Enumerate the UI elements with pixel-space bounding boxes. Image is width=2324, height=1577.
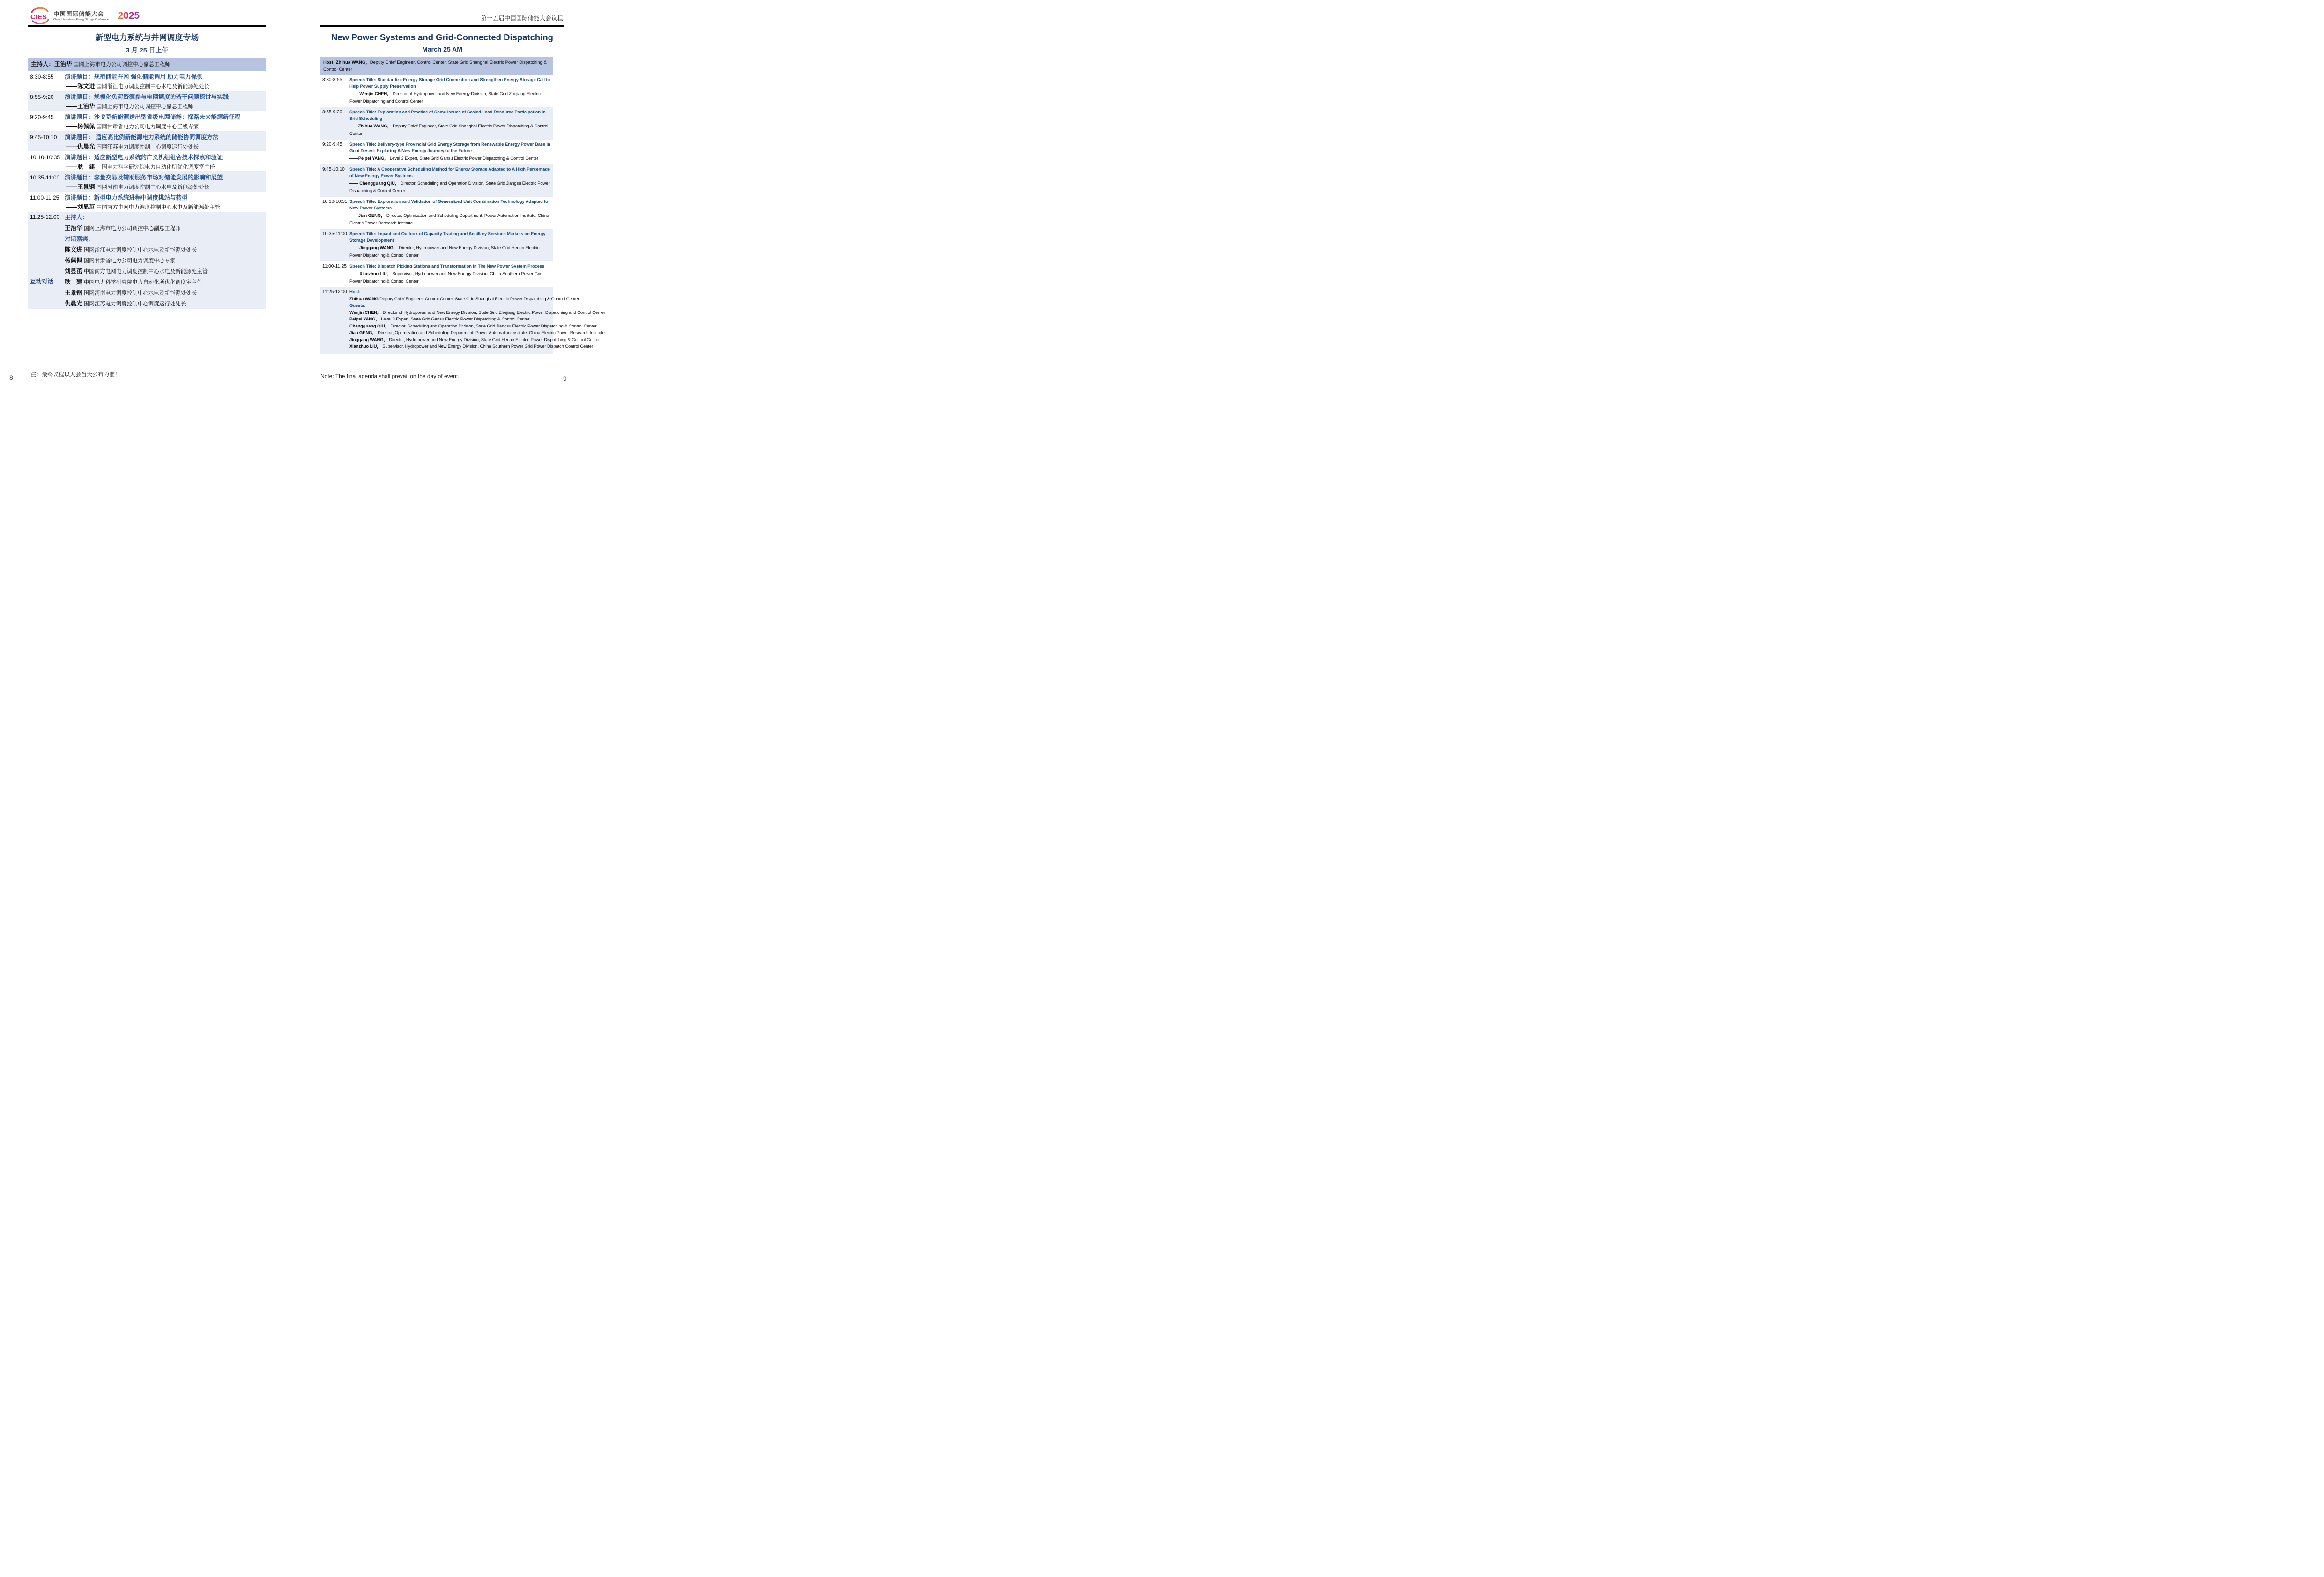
logo-title-en: China International Energy Storage Conference: [53, 18, 109, 21]
panel-heading: Host:: [349, 290, 361, 295]
panel-line-content: [65, 233, 266, 244]
panel-person-name: Peipei YANG，: [349, 317, 380, 322]
speaker-line: [65, 102, 263, 111]
panel-line: [28, 287, 266, 298]
speaker-affiliation: 国网甘肃省电力公司电力调度中心三级专家: [95, 124, 199, 130]
session-time: 8:55-9:20: [30, 94, 54, 100]
speaker-line: [349, 244, 551, 259]
session-content: [349, 229, 553, 261]
speech-title: 演讲题目：适应新型电力系统的广义机组组合技术探索和验证: [65, 154, 223, 161]
speech-title: 演讲题目： 适应高比例新能源电力系统的储能协同调度方法: [65, 134, 219, 141]
speaker-affiliation: 国网江苏电力调度控制中心调度运行处处长: [95, 144, 199, 150]
speaker-name: ——陈文进: [66, 83, 95, 89]
session-row: [28, 151, 266, 171]
speaker-line: [349, 155, 551, 162]
session-content: [65, 151, 266, 171]
session-content: [65, 71, 266, 91]
speaker-line: [349, 270, 551, 285]
panel-line: [28, 298, 266, 309]
right-page-header: [320, 0, 564, 27]
panel-person: [349, 330, 605, 337]
panel-person-affiliation: Deputy Chief Engineer, Control Center, State Grid Shanghai Electric Power Dispatching & Control Center: [379, 296, 579, 302]
session-content: [349, 197, 553, 229]
speaker-affiliation: 国网上海市电力公司调控中心副总工程师: [95, 104, 193, 110]
agenda-table-zh: [28, 58, 266, 309]
panel-line: [28, 276, 266, 287]
page-left-chinese: [28, 0, 266, 309]
speaker-name: ——Peipei YANG，: [349, 156, 389, 161]
session-time: 11:00-11:25: [322, 264, 347, 269]
panel-heading: 主持人：: [65, 214, 89, 221]
session-date-en: March 25 AM: [422, 45, 462, 53]
speaker-line: [65, 142, 263, 151]
session-content: [65, 111, 266, 131]
speaker-affiliation: Director, Optimization and Scheduling Department, Power Automation Institute, China Electric Power Research Institute: [349, 213, 549, 226]
speech-title: 演讲题目：新型电力系统进程中调度挑站与转型: [65, 194, 188, 201]
panel-person-name: Jinggang WANG，: [349, 337, 388, 342]
panel-time-spacer: [28, 298, 65, 309]
cies-logo-mark: [29, 7, 51, 24]
panel-heading: Guests:: [349, 303, 366, 308]
logo-year: 2025: [118, 10, 140, 21]
panel-line: [28, 212, 266, 223]
left-page-header: [28, 0, 266, 27]
panel-person-affiliation: 国网江苏电力调度控制中心调度运行处处长: [82, 301, 186, 307]
session-time: 9:20-9:45: [322, 142, 342, 147]
speaker-line: [349, 179, 551, 194]
panel-person-affiliation: 国网浙江电力调度控制中心水电及新能源处处长: [82, 247, 197, 253]
session-row: [28, 192, 266, 212]
panel-person-affiliation: 国网河南电力调度控制中心水电及新能源处处长: [82, 290, 197, 296]
panel-line-content: [65, 276, 266, 287]
host-name-en: Host: Zhihua WANG，: [323, 60, 370, 65]
panel-row: [320, 287, 605, 354]
speaker-name: —— Wenjin CHEN，: [349, 91, 392, 97]
panel-person-name: 王景钢: [65, 290, 82, 296]
cies-logo: [29, 7, 140, 24]
panel-person-name: Chengguang QIU，: [349, 323, 389, 329]
host-row-en: [320, 57, 553, 75]
panel-person-name: 杨佩佩: [65, 257, 82, 264]
panel-line-content: [65, 266, 266, 276]
panel-line: [28, 255, 266, 266]
speech-title: Speech Title: Dispatch Picking Stations and Transformation in The New Power System Process: [349, 264, 545, 269]
panel-time: 11:25-12:00: [30, 214, 60, 220]
speech-title: Speech Title: Delivery-type Provincial Grid Energy Storage from Renewable Energy Power Base in Gobi Desert: Exploring A New Energy Journey to the Future: [349, 142, 550, 154]
session-content: [65, 91, 266, 111]
panel-line: [28, 233, 266, 244]
panel-person-name: Jian GENG，: [349, 330, 377, 335]
panel-line-content: [65, 223, 266, 233]
host-name-zh: 主持人：王治华: [31, 61, 72, 67]
page-right-english: [320, 0, 605, 354]
speaker-name: ——Jian GENG，: [349, 213, 386, 218]
speaker-name: —— Chengguang QIU，: [349, 181, 400, 186]
host-affiliation-en: Deputy Chief Engineer, Control Center, State Grid Shanghai Electric Power Dispatching & Control Center: [323, 60, 547, 72]
speaker-affiliation: Deputy Chief Engineer, State Grid Shanghai Electric Power Dispatching & Control Center: [349, 124, 549, 136]
panel-content: [349, 287, 607, 354]
panel-person-affiliation: 中国电力科学研究院电力自动化所优化调度室主任: [82, 280, 202, 285]
speech-title: 演讲题目：容量交易及辅助服务市场对储能发展的影响和展望: [65, 174, 223, 181]
session-row: [28, 91, 266, 111]
speech-title: Speech Title: Standardize Energy Storage Grid Connection and Strengthen Energy Storage Call to Help Power Supply Preservation: [349, 77, 550, 89]
panel-person-affiliation: Director of Hydropower and New Energy Division, State Grid Zhejiang Electric Power Dispatching and Control Center: [381, 310, 605, 315]
speaker-line: [65, 182, 263, 192]
panel-discussion-en: [320, 287, 605, 354]
page-number-right: 9: [563, 375, 567, 382]
panel-discussion-zh: [28, 212, 266, 309]
host-affiliation-zh: 国网上海市电力公司调控中心副总工程师: [72, 62, 171, 67]
panel-line: [28, 244, 266, 255]
panel-line-content: [65, 287, 266, 298]
speaker-name: ——仇晨光: [66, 143, 95, 150]
speaker-affiliation: Level 3 Expert, State Grid Gansu Electric Power Dispatching & Control Center: [388, 156, 538, 161]
panel-line-content: [65, 244, 266, 255]
session-row: [320, 197, 553, 229]
speaker-name: ——刘显茁: [66, 204, 95, 210]
panel-person: [349, 323, 605, 330]
panel-person-affiliation: 中国南方电网电力调度控制中心水电及新能源处主管: [82, 269, 208, 275]
panel-person-name: 仇晨光: [65, 300, 82, 307]
session-time: 8:30-8:55: [30, 74, 54, 80]
panel-line: [28, 266, 266, 276]
panel-time-spacer: [28, 244, 65, 255]
speech-title: 演讲题目：规模化负荷资源参与电网调度的若干问题探讨与实践: [65, 94, 229, 100]
speech-title: Speech Title: Exploration and Validation of Generalized Unit Combination Technology Adapted to New Power Systems: [349, 199, 548, 211]
session-rows-zh: [28, 71, 266, 212]
session-content: [349, 261, 553, 287]
panel-person: [349, 337, 605, 344]
panel-person-affiliation: 国网上海市电力公司调控中心副总工程师: [82, 226, 181, 231]
session-time: 11:00-11:25: [30, 194, 59, 201]
speaker-affiliation: Director, Scheduling and Operation Division, State Grid Jiangsu Electric Power Dispatching & Control Center: [349, 181, 550, 193]
speaker-line: [65, 82, 263, 91]
panel-time-spacer: [28, 233, 65, 244]
session-time: 10:35-11:00: [322, 231, 347, 237]
host-row-zh: [28, 58, 266, 71]
speaker-affiliation: Director, Hydropower and New Energy Division, State Grid Henan Electric Power Dispatching & Control Center: [349, 245, 540, 258]
speech-title: Speech Title: Impact and Outlook of Capacity Trading and Ancillary Services Markets on Energy Storage Development: [349, 231, 546, 243]
session-content: [65, 192, 266, 212]
session-row: [28, 71, 266, 91]
speaker-line: [65, 162, 263, 171]
session-title-zh: 新型电力系统与并网调度专场: [95, 33, 199, 42]
speaker-name: ——王治华: [66, 103, 95, 110]
panel-person-name: 陈文进: [65, 246, 82, 253]
speaker-affiliation: Director of Hydropower and New Energy Division, State Grid Zhejiang Electric Power Dispatching and Control Center: [349, 91, 541, 104]
speaker-affiliation: Supervisor, Hydropower and New Energy Division, China Southern Power Grid Power Dispatching & Control Center: [349, 271, 543, 284]
speaker-line: [349, 212, 551, 227]
panel-line-content: [65, 255, 266, 266]
speaker-name: ——Zhihua WANG，: [349, 124, 392, 129]
speaker-line: [65, 202, 263, 212]
speech-title: 演讲题目：规范储能并网 强化储能调用 助力电力保供: [65, 74, 203, 80]
panel-time-spacer: [28, 287, 65, 298]
logo-divider: [113, 10, 114, 22]
header-rule-right: [320, 25, 564, 27]
session-row: [320, 75, 553, 107]
page-number-left: 8: [9, 374, 13, 381]
panel-person-affiliation: Director, Hydropower and New Energy Division, State Grid Henan Electric Power Dispatching & Control Center: [387, 337, 600, 342]
panel-person: [349, 296, 605, 303]
speaker-name: ——耿 建: [66, 164, 95, 170]
session-content: [65, 131, 266, 151]
session-time: 8:30-8:55: [322, 77, 342, 82]
panel-person-name: 王治华: [65, 225, 82, 231]
panel-line-content: [65, 212, 266, 223]
panel-person: [349, 316, 605, 323]
panel-person-affiliation: Supervisor, Hydropower and New Energy Division, China Southern Power Grid Power Dispatch Control Center: [381, 344, 593, 349]
session-date-zh: 3 月 25 日上午: [126, 46, 169, 54]
session-content: [349, 75, 553, 107]
session-content: [65, 171, 266, 192]
session-time: 9:20-9:45: [30, 114, 54, 120]
session-row: [320, 261, 553, 287]
panel-person-affiliation: Director, Scheduling and Operation Division, State Grid Jiangsu Electric Power Dispatching & Control Center: [389, 323, 597, 329]
session-time: 10:10-10:35: [322, 199, 348, 204]
speaker-affiliation: 中国南方电网电力调度控制中心水电及新能源处主管: [95, 205, 221, 210]
panel-time-spacer: [28, 266, 65, 276]
panel-time-spacer: [28, 223, 65, 233]
session-row: [28, 111, 266, 131]
session-time: 10:10-10:35: [30, 154, 60, 161]
panel-time: 11:25-12:00: [322, 290, 347, 295]
panel-line-content: [65, 298, 266, 309]
speaker-line: [349, 90, 551, 105]
session-time: 10:35-11:00: [30, 174, 60, 181]
panel-person-name: 刘显茁: [65, 268, 82, 275]
speaker-affiliation: 国网浙江电力调度控制中心水电及新能源处处长: [95, 84, 210, 89]
session-row: [320, 164, 553, 197]
panel-person: [349, 310, 605, 317]
session-row: [320, 107, 553, 140]
speech-title: Speech Title: A Cooperative Scheduling Method for Energy Storage Adapted to A High Percentage of New Energy Power Systems: [349, 167, 550, 179]
panel-heading: 对话嘉宾：: [65, 236, 94, 242]
footnote-en: Note: The final agenda shall prevail on the day of event.: [320, 373, 460, 379]
session-content: [349, 107, 553, 140]
panel-person-affiliation: Director, Optimization and Scheduling Department, Power Automation Institute, China Electric Power Research Institute: [376, 330, 605, 335]
speech-title: 演讲题目：沙戈荒新能源送出型省级电网储能：探路未来能源新征程: [65, 114, 241, 120]
panel-person-affiliation: Level 3 Expert, State Grid Gansu Electric Power Dispatching & Control Center: [379, 317, 530, 322]
session-row: [28, 131, 266, 151]
speaker-affiliation: 国网河南电力调度控制中心水电及新能源处处长: [95, 185, 210, 190]
interaction-label: 互动对话: [30, 278, 54, 285]
footnote-zh: 注：最终议程以大会当天公布为准！: [30, 371, 121, 378]
panel-person-affiliation: 国网甘肃省电力公司电力调度中心专家: [82, 258, 176, 264]
speaker-name: —— Jinggang WANG，: [349, 245, 398, 251]
session-time: 8:55-9:20: [322, 110, 342, 115]
agenda-header-label: 第十五届中国国际储能大会议程: [481, 15, 563, 22]
agenda-table-en: [320, 57, 605, 354]
session-content: [349, 140, 553, 164]
speaker-name: ——杨佩佩: [66, 123, 95, 130]
panel-person: [349, 343, 605, 350]
session-time: 9:45-10:10: [322, 167, 345, 172]
session-row: [320, 229, 553, 261]
session-time: 9:45-10:10: [30, 134, 57, 141]
panel-person-name: 耿 建: [65, 279, 82, 285]
session-row: [28, 171, 266, 192]
session-content: [349, 164, 553, 197]
speaker-name: —— Xianzhuo LIU，: [349, 271, 391, 276]
panel-person-name: Xianzhuo LIU，: [349, 344, 381, 349]
panel-person-name: Zhihua WANG,: [349, 296, 380, 302]
panel-person-name: Wenjin CHEN，: [349, 310, 382, 315]
cies-logo-text: CIES: [30, 13, 47, 21]
session-row: [320, 140, 553, 164]
speaker-line: [65, 122, 263, 131]
logo-text-block: [53, 11, 109, 21]
speech-title: Speech Title: Exploration and Practice of Some Issues of Scaled Load Resource Participation in Srid Scheduling: [349, 110, 546, 121]
speaker-affiliation: 中国电力科学研究院电力自动化所优化调度室主任: [95, 164, 215, 170]
speaker-line: [349, 122, 551, 137]
panel-line: [28, 223, 266, 233]
speaker-name: ——王景钢: [66, 184, 95, 190]
session-rows-en: [320, 75, 553, 287]
logo-title-zh: 中国国际储能大会: [53, 10, 104, 17]
panel-time-spacer: [28, 255, 65, 266]
header-rule-left: [28, 25, 266, 27]
session-title-en: New Power Systems and Grid-Connected Dispatching: [331, 32, 553, 42]
